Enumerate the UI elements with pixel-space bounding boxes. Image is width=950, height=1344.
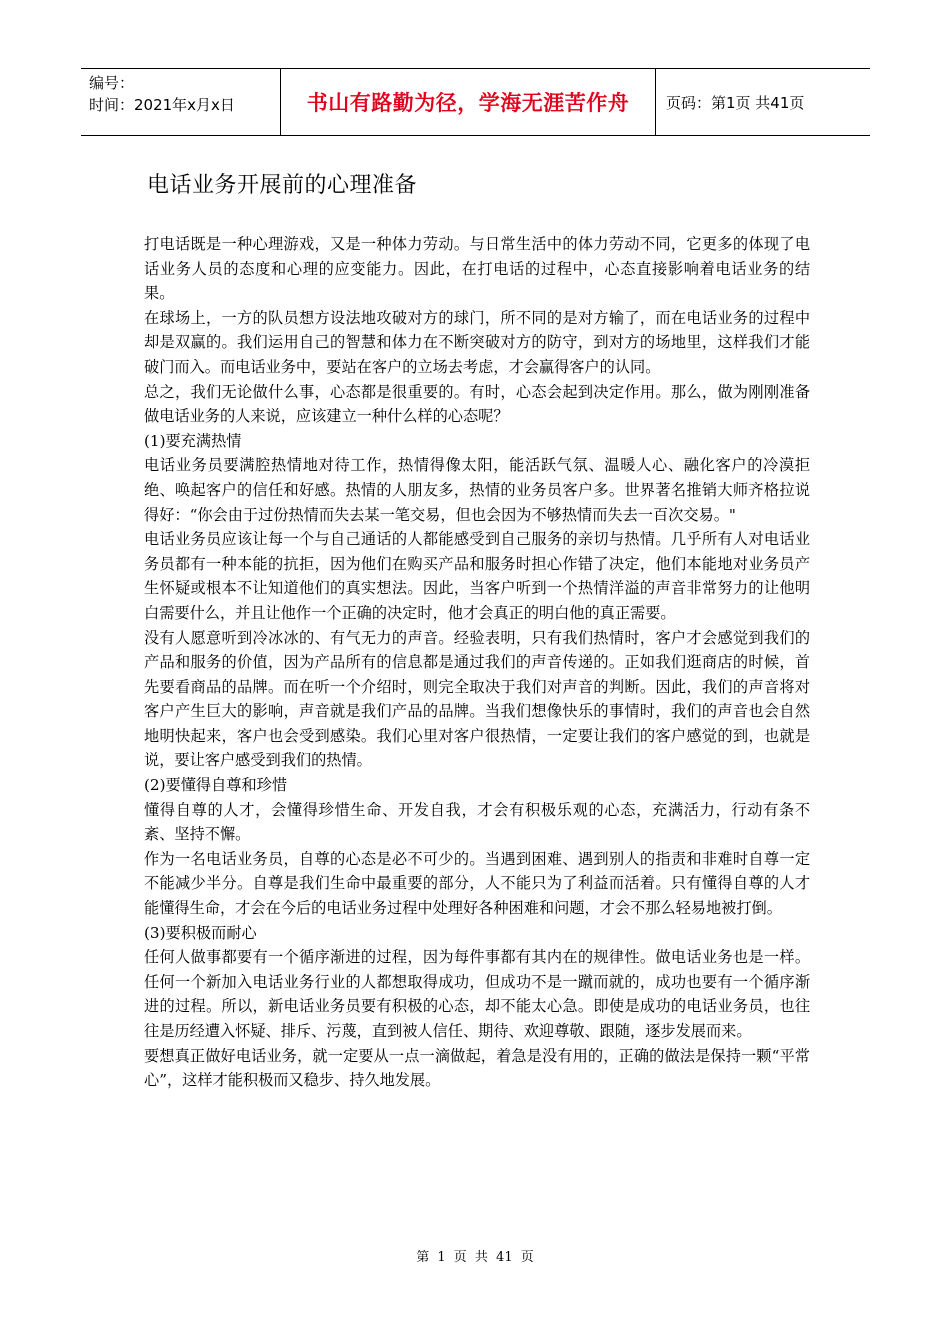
section-heading: (2)要懂得自尊和珍惜 bbox=[144, 776, 288, 795]
body-paragraph: 懂得自尊的人才，会懂得珍惜生命、开发自我，才会有积极乐观的心态，充满活力，行动有条不紊、坚持不懈。 bbox=[144, 800, 810, 844]
body-paragraph: 没有人愿意听到冷冰冰的、有气无力的声音。经验表明，只有我们热情时，客户才会感觉到我们的产品和服务的价值，因为产品所有的信息都是通过我们的声音传递的。正如我们逛商店的时候，首先要看商品的品牌。而在听一个介绍时，则完全取决于我们对声音的判断。因此，我们的声音将对客户产生巨大的影响，声音就是我们产品的品牌。当我们想像快乐的事情时，我们的声音也会自然地明快起来，客户也会受到感染。我们心里对客户很热情，一定要让我们的客户感觉的到，也就是说，要让客户感受到我们的热情。 bbox=[144, 628, 810, 770]
section-heading: (3)要积极而耐心 bbox=[144, 923, 257, 942]
document-body bbox=[144, 232, 810, 1093]
document-title: 电话业务开展前的心理准备 bbox=[147, 173, 418, 198]
body-paragraph: 在球场上，一方的队员想方设法地攻破对方的球门，所不同的是对方输了，而在电话业务的过程中却是双赢的。我们运用自己的智慧和体力在不断突破对方的防守，到对方的场地里，这样我们才能破门而入。而电话业务中，要站在客户的立场去考虑，才会赢得客户的认同。 bbox=[144, 308, 810, 376]
body-paragraph: 作为一名电话业务员，自尊的心态是必不可少的。当遇到困难、遇到别人的指责和非难时自尊一定不能减少半分。自尊是我们生命中最重要的部分，人不能只为了利益而活着。只有懂得自尊的人才能懂得生命，才会在今后的电话业务过程中处理好各种困难和问题，才会不那么轻易地被打倒。 bbox=[144, 849, 810, 918]
body-paragraph: 电话业务员应该让每一个与自己通话的人都能感受到自己服务的亲切与热情。几乎所有人对电话业务员都有一种本能的抗拒，因为他们在购买产品和服务时担心作错了决定，他们本能地对业务员产生怀疑或根本不让知道他们的真实想法。因此，当客户听到一个热情洋溢的声音非常努力的让他明白需要什么，并且让他作一个正确的决定时，他才会真正的明白他的真正需要。 bbox=[144, 530, 810, 622]
page-header bbox=[81, 68, 870, 136]
body-paragraph: 任何人做事都要有一个循序渐进的过程，因为每件事都有其内在的规律性。做电话业务也是一样。任何一个新加入电话业务行业的人都想取得成功，但成功不是一蹴而就的，成功也要有一个循序渐进的过程。所以，新电话业务员要有积极的心态，却不能太心急。即使是成功的电话业务员，也往往是历经遭入怀疑、排斥、污蔑，直到被人信任、期待、欢迎尊敬、跟随，逐步发展而来。 bbox=[144, 948, 810, 1040]
body-paragraph: 总之，我们无论做什么事，心态都是很重要的。有时，心态会起到决定作用。那么，做为刚刚准备做电话业务的人来说，应该建立一种什么样的心态呢？ bbox=[144, 382, 810, 426]
section-heading: (1)要充满热情 bbox=[144, 431, 242, 450]
header-info-cell bbox=[81, 69, 281, 135]
document-time-label: 时间：2021年x月x日 bbox=[89, 96, 235, 114]
header-page-number: 页码：第1页 共41页 bbox=[666, 93, 805, 112]
header-motto: 书山有路勤为径，学海无涯苦作舟 bbox=[281, 69, 656, 135]
body-paragraph: 打电话既是一种心理游戏，又是一种体力劳动。与日常生活中的体力劳动不同，它更多的体现了电话业务人员的态度和心理的应变能力。因此，在打电话的过程中，心态直接影响着电话业务的结果。 bbox=[144, 235, 810, 303]
body-paragraph: 电话业务员要满腔热情地对待工作，热情得像太阳，能活跃气氛、温暖人心、融化客户的冷漠拒绝、唤起客户的信任和好感。热情的人朋友多，热情的业务员客户多。世界著名推销大师齐格拉说得好：“你会由于过份热情而失去某一笔交易，但也会因为不够热情而失去一百次交易。" bbox=[144, 456, 810, 524]
body-paragraph: 要想真正做好电话业务，就一定要从一点一滴做起，着急是没有用的，正确的做法是保持一颗“平常心”，这样才能积极而又稳步、持久地发展。 bbox=[144, 1046, 810, 1090]
document-number-label: 编号： bbox=[89, 74, 135, 92]
page-footer: 第 1 页 共 41 页 bbox=[416, 1250, 534, 1265]
